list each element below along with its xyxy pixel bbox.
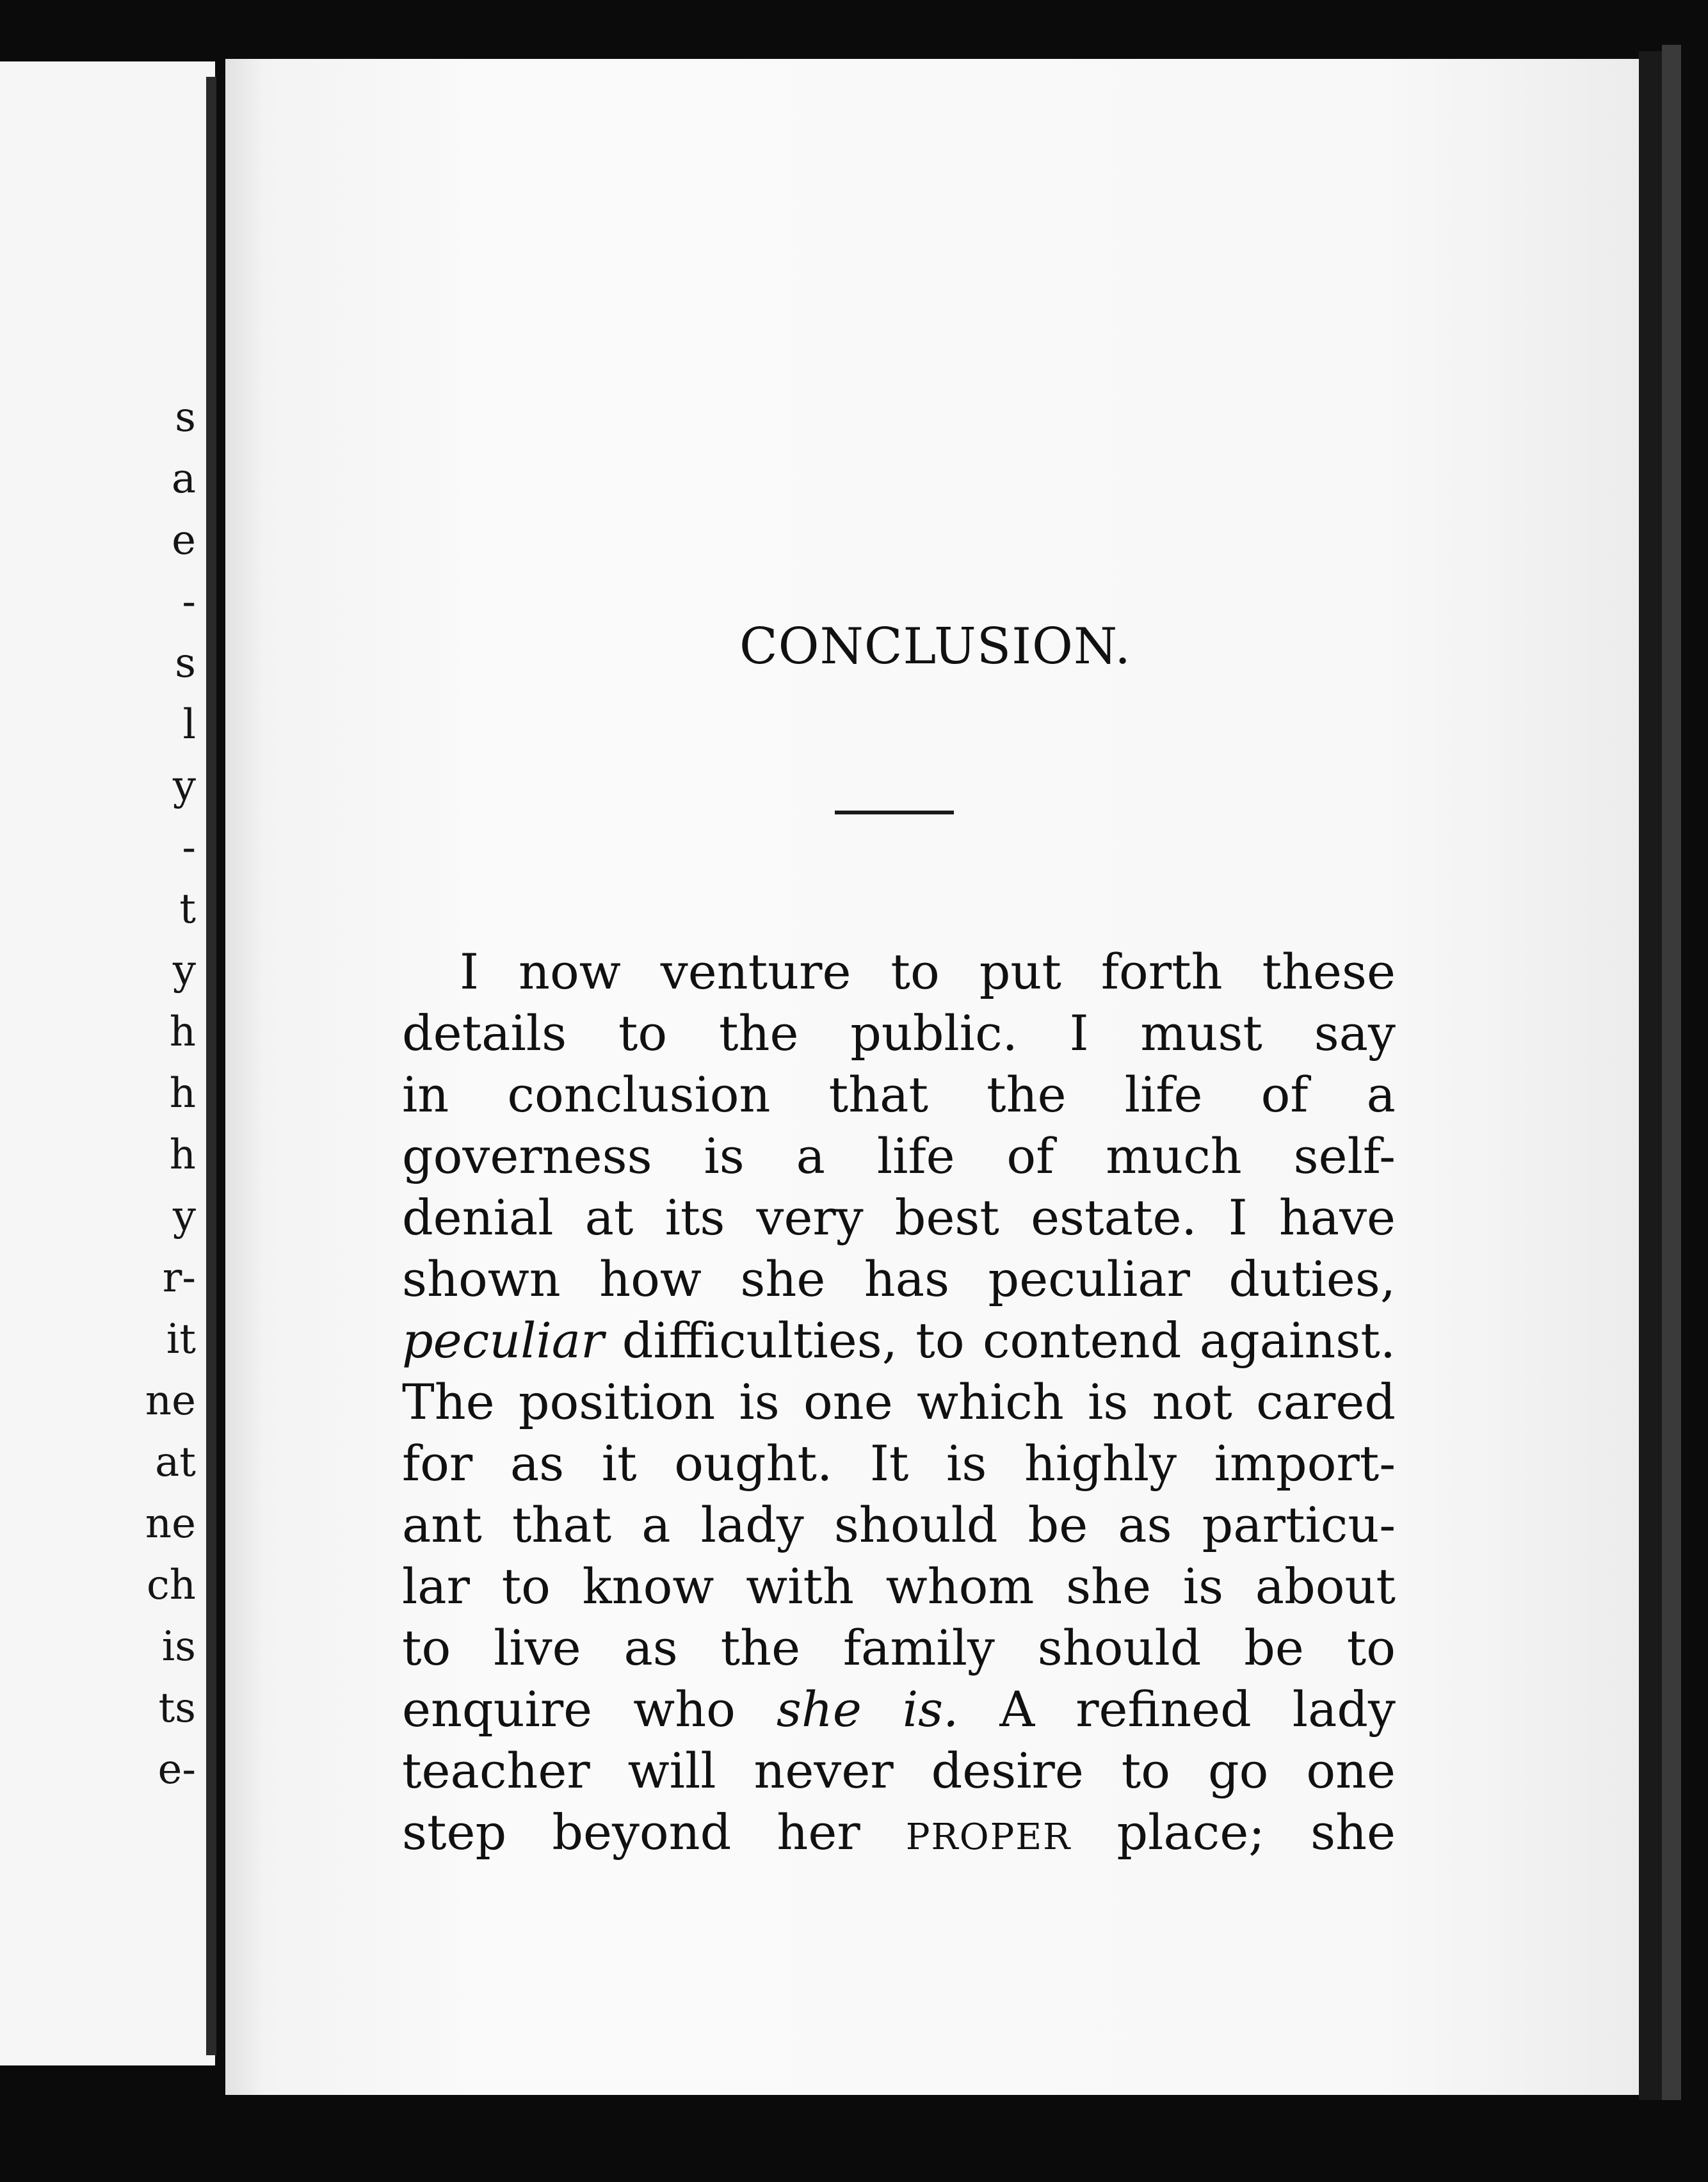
line-text: I now venture to put forth these — [460, 943, 1396, 1000]
line-text: A refined lady — [958, 1681, 1396, 1738]
text-line — [402, 941, 1396, 1003]
line-text: in conclusion that the life of a — [402, 1066, 1396, 1123]
line-text: details to the public. I must say — [402, 1005, 1396, 1062]
line-text: shown how she has peculiar duties, — [402, 1250, 1396, 1307]
text-line — [402, 1003, 1396, 1064]
line-text: difficulties, to contend against. — [604, 1312, 1396, 1369]
line-text: enquire who — [402, 1681, 777, 1738]
text-line — [402, 1310, 1396, 1371]
facing-page-line-fragment: ne — [145, 1377, 196, 1425]
line-text: lar to know with whom she is about — [402, 1558, 1396, 1615]
text-line — [402, 1433, 1396, 1494]
text-line — [402, 1371, 1396, 1433]
facing-page-line-fragment: ne — [145, 1500, 196, 1548]
italic-text: peculiar — [402, 1312, 604, 1369]
facing-page-line-fragment: it — [166, 1316, 196, 1363]
italic-text: she is. — [776, 1681, 959, 1738]
facing-page-line-fragment: l — [182, 701, 196, 748]
line-text: step beyond her — [402, 1804, 906, 1861]
text-line — [402, 1740, 1396, 1802]
facing-page-line-fragment: at — [155, 1439, 196, 1486]
facing-page-line-fragment: e — [172, 517, 196, 564]
text-line — [402, 1494, 1396, 1556]
body-paragraph — [402, 941, 1396, 1863]
text-line — [402, 1249, 1396, 1310]
text-line — [402, 1064, 1396, 1126]
facing-page-line-fragment: e- — [157, 1746, 196, 1793]
facing-page-line-fragment: ch — [146, 1562, 196, 1609]
line-text: denial at its very best estate. I have — [402, 1189, 1396, 1246]
line-text: The position is one which is not cared — [402, 1373, 1396, 1430]
line-text: for as it ought. It is highly import- — [402, 1435, 1396, 1492]
small-caps-text: PROPER — [905, 1816, 1072, 1858]
text-line — [402, 1802, 1396, 1863]
line-text: to live as the family should be to — [402, 1619, 1396, 1676]
text-line — [402, 1617, 1396, 1679]
line-text: ant that a lady should be as particu- — [402, 1496, 1396, 1553]
facing-page-line-fragment: r- — [162, 1254, 196, 1302]
gutter-shadow — [206, 77, 216, 2055]
line-text: teacher will never desire to go one — [402, 1742, 1396, 1799]
facing-page-line-fragment: s — [175, 394, 196, 441]
text-line — [402, 1679, 1396, 1740]
page-heading: CONCLUSION. — [739, 618, 1132, 675]
heading-rule — [835, 811, 954, 814]
facing-page-line-fragment: a — [171, 455, 196, 503]
facing-page-text — [0, 394, 205, 1870]
facing-page-line-fragment: h — [169, 1070, 196, 1117]
text-line — [402, 1187, 1396, 1249]
facing-page-line-fragment: - — [182, 824, 196, 871]
text-line — [402, 1556, 1396, 1617]
line-text: governess is a life of much self- — [402, 1127, 1396, 1184]
text-line — [402, 1126, 1396, 1187]
page-edge-outer — [1662, 45, 1681, 2100]
facing-page-line-fragment: y — [172, 763, 196, 810]
facing-page-line-fragment: y — [172, 947, 196, 994]
facing-page-line-fragment: s — [175, 640, 196, 687]
facing-page-line-fragment: ts — [158, 1685, 196, 1732]
page-edge — [1639, 51, 1664, 2100]
facing-page-line-fragment: h — [169, 1008, 196, 1056]
facing-page-line-fragment: h — [169, 1131, 196, 1179]
line-text: place; she — [1071, 1804, 1396, 1861]
facing-page-line-fragment: - — [182, 578, 196, 626]
facing-page-line-fragment: t — [179, 885, 196, 933]
facing-page-line-fragment: is — [161, 1623, 196, 1670]
facing-page-line-fragment: y — [172, 1193, 196, 1240]
